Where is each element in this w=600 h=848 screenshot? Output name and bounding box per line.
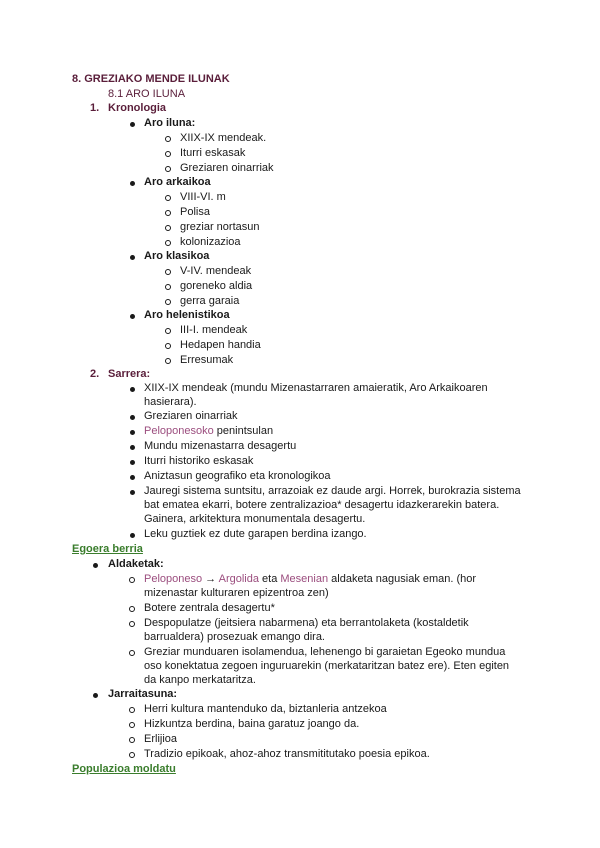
list-item (144, 424, 273, 438)
bullet-icon (130, 255, 135, 260)
circle-bullet-icon (165, 136, 171, 142)
list-item: Aniztasun geografiko eta kronologikoa (144, 470, 331, 482)
list-item: kolonizazioa (180, 236, 241, 248)
subheading-aldaketak: Aldaketak: (108, 558, 164, 570)
list-item-continued: Gainera, arkitektura monumentala desagertu. (144, 513, 366, 525)
list-item-continued: oso konektatua zegoen inguruarekin (merkataritzan batez ere). Eten egiten (144, 660, 510, 672)
list-item: Mundu mizenastarra desagertu (144, 440, 297, 452)
bullet-icon (130, 181, 135, 186)
bullet-icon (130, 475, 135, 480)
section1-number: 1. (90, 102, 100, 114)
section-heading-egoera: Egoera berria (72, 543, 143, 555)
bullet-icon (93, 693, 98, 698)
section2-title: Sarrera: (108, 368, 151, 380)
bullet-icon (130, 445, 135, 450)
circle-bullet-icon (165, 210, 171, 216)
list-item: Greziaren oinarriak (144, 410, 238, 422)
bullet-icon (130, 490, 135, 495)
list-item: gerra garaia (180, 295, 240, 307)
circle-bullet-icon (165, 195, 171, 201)
section1-title: Kronologia (108, 102, 167, 114)
bullet-icon (130, 415, 135, 420)
list-item-continued: mizenastar kulturaren epizentroa zen) (144, 587, 329, 599)
circle-bullet-icon (165, 269, 171, 275)
list-item: Herri kultura mantenduko da, biztanleria antzekoa (144, 703, 387, 715)
list-item-continued: barrualdera) prosezuak emango dira. (144, 631, 325, 643)
list-item: goreneko aldia (180, 280, 253, 292)
list-item: Tradizio epikoak, ahoz-ahoz transmititutako poesia epikoa. (144, 748, 430, 760)
list-item: Hizkuntza berdina, baina garatuz joango da. (144, 718, 360, 730)
subheading-jarraitasuna: Jarraitasuna: (108, 688, 178, 700)
circle-bullet-icon (165, 240, 171, 246)
list-item: Leku guztiek ez dute garapen berdina izango. (144, 528, 367, 540)
list-item-text: penintsulan (213, 425, 274, 437)
list-item: III-I. mendeak (180, 324, 248, 336)
list-item: V-IV. mendeak (180, 265, 252, 277)
circle-bullet-icon (165, 284, 171, 290)
circle-bullet-icon (129, 752, 135, 758)
circle-bullet-icon (165, 151, 171, 157)
bullet-icon (130, 314, 135, 319)
list-item: XIIX-IX mendeak (mundu Mizenastarraren amaieratik, Aro Arkaikoaren (144, 382, 488, 394)
period-title: Aro arkaikoa (144, 176, 211, 188)
list-item-text: aldaketa nagusiak eman. (hor (328, 573, 477, 585)
arrow-text: → (202, 573, 219, 585)
list-item: Erlijioa (144, 733, 178, 745)
list-item: Jauregi sistema suntsitu, arrazoiak ez daude argi. Horrek, burokrazia sistema (144, 485, 521, 497)
circle-bullet-icon (129, 737, 135, 743)
circle-bullet-icon (129, 650, 135, 656)
bullet-icon (130, 122, 135, 127)
circle-bullet-icon (165, 343, 171, 349)
list-item-continued: da kanpo merkataritza. (144, 674, 256, 686)
list-item: Greziaren oinarriak (180, 162, 274, 174)
circle-bullet-icon (165, 299, 171, 305)
page-title: 8. GREZIAKO MENDE ILUNAK (72, 73, 230, 85)
period-title: Aro klasikoa (144, 250, 210, 262)
circle-bullet-icon (165, 358, 171, 364)
list-item: Hedapen handia (180, 339, 261, 351)
list-item-continued: hasierara). (144, 396, 197, 408)
list-item: Despopulatze (jeitsiera nabarmena) eta berrantolaketa (kostaldetik (144, 617, 469, 629)
bullet-icon (93, 563, 98, 568)
section-heading-populazioa: Populazioa moldatu (72, 763, 176, 775)
list-item (144, 572, 476, 586)
place-name: Mesenian (280, 573, 329, 585)
circle-bullet-icon (129, 621, 135, 627)
list-item: Botere zentrala desagertu* (144, 602, 275, 614)
list-item: greziar nortasun (180, 221, 260, 233)
circle-bullet-icon (165, 166, 171, 172)
circle-bullet-icon (165, 225, 171, 231)
list-item: Greziar munduaren isolamendua, lehenengo bi garaietan Egeoko mundua (144, 646, 506, 658)
circle-bullet-icon (129, 722, 135, 728)
period-title: Aro iluna: (144, 117, 196, 129)
bullet-icon (130, 387, 135, 392)
place-name: Peloponeso (144, 573, 203, 585)
circle-bullet-icon (165, 328, 171, 334)
circle-bullet-icon (129, 577, 135, 583)
bullet-icon (130, 460, 135, 465)
place-name: Peloponesoko (144, 425, 214, 437)
period-title: Aro helenistikoa (144, 309, 230, 321)
circle-bullet-icon (129, 606, 135, 612)
list-item: Iturri eskasak (180, 147, 246, 159)
place-name: Argolida (218, 573, 259, 585)
list-item: Polisa (180, 206, 210, 218)
section-subtitle: 8.1 ARO ILUNA (108, 88, 186, 100)
list-item-continued: bat ematea ekarri, botere zentralizazioa* desagertu idazkerarekin batera. (144, 499, 500, 511)
list-item: Iturri historiko eskasak (144, 455, 254, 467)
section2-number: 2. (90, 368, 100, 380)
bullet-icon (130, 533, 135, 538)
list-item: VIII-VI. m (180, 191, 226, 203)
list-item: XIIX-IX mendeak. (180, 132, 267, 144)
list-item: Erresumak (180, 354, 234, 366)
circle-bullet-icon (129, 707, 135, 713)
connector-text: eta (258, 573, 281, 585)
bullet-icon (130, 430, 135, 435)
